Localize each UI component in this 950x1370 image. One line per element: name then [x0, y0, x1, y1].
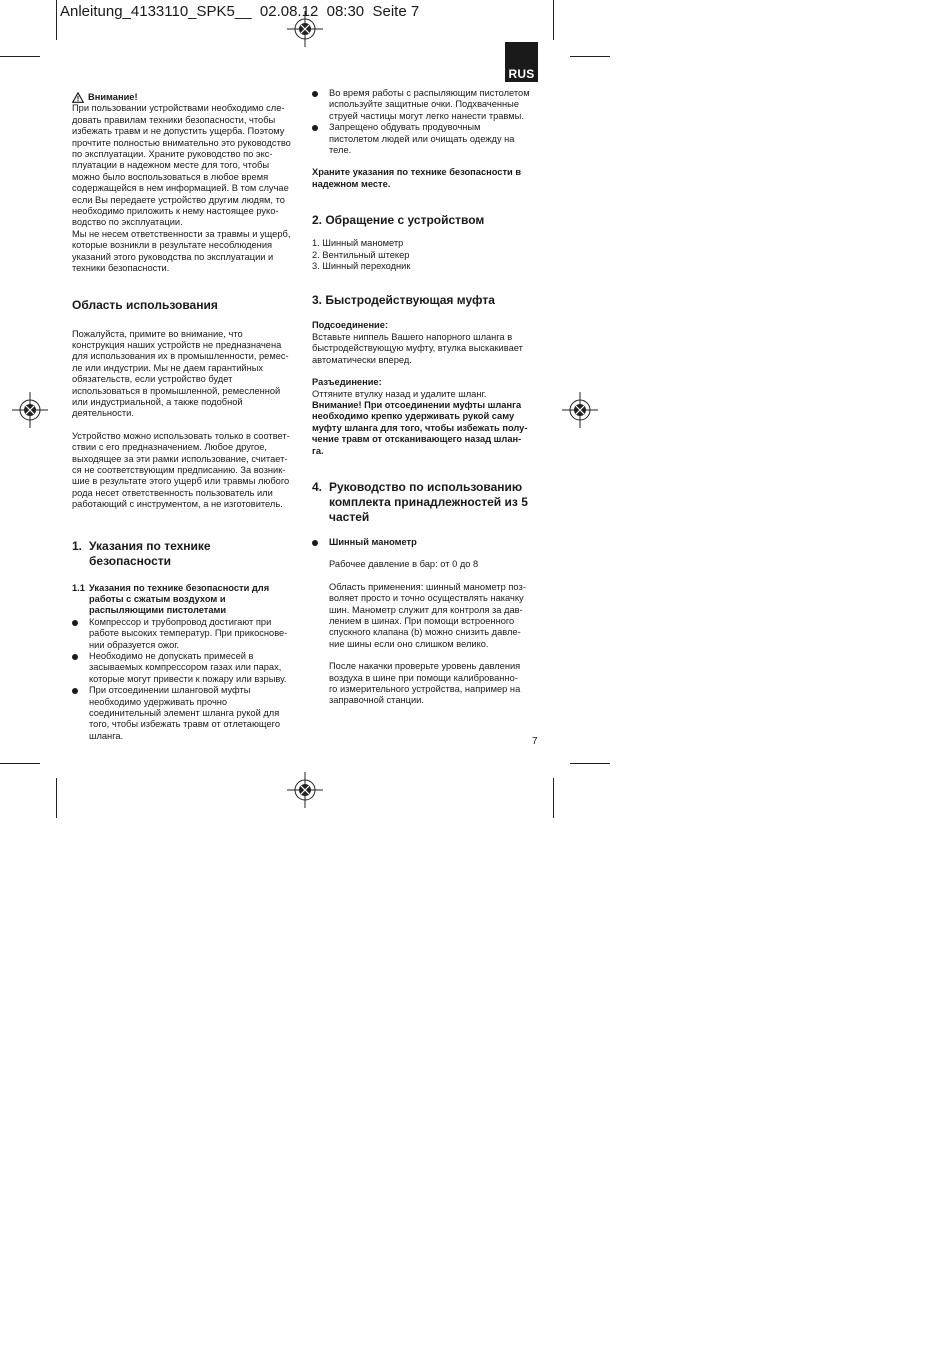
text-line: содержащейся в нем информацией. В том случае: [72, 183, 289, 194]
text-line: конструкция наших устройств не предназначена: [72, 339, 282, 350]
text-line: рода несет ответственность пользователь или: [72, 487, 273, 498]
text-line: Запрещено обдувать продувочным: [329, 122, 481, 133]
text-line: воздуха в шине при помощи калиброванно-: [329, 672, 518, 683]
registration-mark-icon: [562, 392, 598, 428]
heading-line: распыляющими пистолетами: [89, 605, 227, 616]
text-line: Внимание! При отсоединении муфты шланга: [312, 399, 522, 410]
text-line: использоваться в промышленной, ремесленной: [72, 385, 281, 396]
text-line: Во время работы с распыляющим пистолетом: [329, 88, 530, 98]
crop-mark: [0, 763, 40, 764]
text-line: При пользовании устройствами необходимо сле-: [72, 103, 285, 114]
text-line: Необходимо не допускать примесей в: [89, 651, 254, 662]
bullet-icon: [312, 125, 318, 131]
after-inflation-paragraph: [312, 661, 540, 707]
text-line: прочтите полностью внимательно это руководство: [72, 137, 291, 148]
text-line: Компрессор и трубопровод достигают при: [89, 616, 272, 627]
text-line: используйте защитные очки. Подхваченные: [329, 99, 520, 110]
right-column: [312, 88, 540, 707]
text-line: ствии с его предназначением. Любое другое,: [72, 442, 267, 453]
text-line: Пожалуйста, примите во внимание, что: [72, 328, 243, 339]
keep-instructions-note: [312, 167, 540, 190]
registration-mark-icon: [12, 392, 48, 428]
text-line: го измерительного устройства, например на: [329, 684, 521, 694]
text-line: соединительный элемент шланга рукой для: [89, 708, 280, 719]
section-2-heading: 2. Обращение с устройством: [312, 213, 485, 228]
bullet-icon: [72, 620, 78, 626]
text-line: Мы не несем ответственности за травмы и ущерб,: [72, 228, 291, 239]
list-item: [312, 122, 540, 156]
crop-mark: [553, 778, 554, 818]
list-item: 1. Шинный манометр: [312, 238, 404, 249]
text-line: необходимо крепко удерживать рукой саму: [312, 411, 515, 422]
working-pressure: Рабочее давление в бар: от 0 до 8: [329, 559, 479, 570]
text-line: При отсоединении шланговой муфты: [89, 685, 251, 696]
heading-line: Руководство по использованию: [329, 479, 523, 494]
connect-subheading: Подсоединение:: [312, 320, 389, 331]
text-line: которые могут привести к пожару или взрыву.: [89, 673, 287, 684]
section-number: 1.: [72, 538, 83, 553]
text-line: лением в шинах. При помощи встроенного: [329, 615, 515, 626]
text-line: необходимо удерживать прочно: [89, 696, 228, 707]
text-line: нии образуется ожог.: [89, 639, 180, 650]
disconnect-warning: [312, 400, 540, 457]
text-line: техники безопасности.: [72, 263, 170, 274]
text-line: засываемых компрессором газах или парах,: [89, 662, 282, 673]
text-line: плуатации в надежном месте для того, чтобы: [72, 160, 270, 171]
text-line: водство по эксплуатации.: [72, 217, 183, 228]
crop-mark: [570, 763, 610, 764]
section-number: 4.: [312, 479, 323, 494]
crop-mark: [553, 0, 554, 40]
registration-mark-icon: [287, 11, 323, 47]
warning-triangle-icon: [72, 92, 84, 103]
text-line: После накачки проверьте уровень давления: [329, 661, 521, 672]
disconnect-text: Оттяните втулку назад и удалите шланг.: [312, 388, 487, 399]
text-line: работающий с инструментом, а не изготовитель.: [72, 499, 283, 510]
text-line: пистолетом людей или очищать одежду на: [329, 133, 515, 144]
text-line: того, чтобы избежать травм от отлетающего: [89, 719, 281, 730]
area-paragraph-2: [72, 431, 300, 511]
text-line: струей частицы могут легко нанести травмы.: [329, 110, 524, 121]
section-1-heading: [72, 539, 300, 569]
connect-text: [312, 332, 540, 366]
text-line: можно было воспользоваться в любое время: [72, 171, 269, 182]
text-line: необходимо приложить к нему настоящее руко-: [72, 206, 279, 217]
text-line: Устройство можно использовать только в соответ-: [72, 430, 290, 441]
text-line: шин. Манометр служит для контроля за дав-: [329, 604, 523, 615]
text-line: деятельности.: [72, 408, 134, 419]
heading-line: работы с сжатым воздухом и: [89, 594, 226, 604]
crop-mark: [56, 0, 57, 40]
heading-line: Указания по технике: [89, 538, 211, 553]
text-line: избежать травм и не допустить ущерба. Поэтому: [72, 126, 285, 137]
gauge-list-item: [312, 537, 540, 548]
text-line: спускного клапана (b) можно снизить давле-: [329, 627, 521, 638]
text-line: автоматически вперед.: [312, 354, 412, 365]
crop-mark: [570, 56, 610, 57]
text-line: ние шины если оно слишком велико.: [329, 638, 489, 649]
text-line: заправочной станции.: [329, 695, 424, 706]
list-item: [312, 88, 540, 122]
text-line: указаний этого руководства по эксплуатации и: [72, 251, 274, 262]
list-item: [72, 651, 300, 685]
text-line: которые возникли в результате несоблюдения: [72, 240, 273, 251]
text-line: если Вы передаете устройство другим людям, то: [72, 194, 285, 205]
heading-line: безопасности: [89, 553, 172, 568]
area-paragraph-1: [72, 329, 300, 420]
text-line: по эксплуатации. Храните руководство по экс-: [72, 149, 273, 160]
text-line: воляет просто и точно осуществлять накачку: [329, 593, 524, 604]
heading-line: частей: [329, 509, 370, 524]
language-badge: RUS: [505, 42, 538, 82]
heading-line: Указания по технике безопасности для: [89, 582, 270, 593]
warning-heading: [72, 92, 300, 103]
text-line: работе высоких температур. При прикоснове-: [89, 628, 288, 639]
print-slug: Anleitung_4133110_SPK5__ 02.08.12 08:30 Seite 7: [60, 3, 420, 20]
text-line: теле.: [329, 145, 352, 156]
text-line: шие в результате этого ущерб или травмы любого: [72, 476, 290, 487]
disconnect-subheading: Разъединение:: [312, 377, 382, 388]
left-column: [72, 92, 300, 742]
text-line: ся не соответствующим предписанию. За возник-: [72, 464, 286, 475]
list-item: 2. Вентильный штекер: [312, 249, 410, 260]
text-line: ле или индустрии. Мы не даем гарантийных: [72, 362, 264, 373]
bullet-icon: [72, 688, 78, 694]
text-line: чение травм от отсканивающего назад шлан-: [312, 434, 522, 445]
text-line: Область применения: шинный манометр поз-: [329, 581, 526, 592]
device-parts-list: [312, 238, 540, 272]
gauge-title: Шинный манометр: [329, 536, 417, 547]
bullet-icon: [312, 540, 318, 546]
warning-text: [72, 103, 300, 274]
text-line: для использования их в промышленности, ремес-: [72, 351, 289, 362]
list-item: [72, 617, 300, 651]
text-line: обязательств, если устройство будет: [72, 374, 233, 385]
text-line: муфту шланга для того, чтобы избежать полу-: [312, 422, 528, 433]
bullet-icon: [72, 654, 78, 660]
text-line: Вставьте ниппель Вашего напорного шланга в: [312, 331, 513, 342]
text-line: довать правилам техники безопасности, чтобы: [72, 114, 276, 125]
registration-mark-icon: [287, 772, 323, 808]
crop-mark: [0, 56, 40, 57]
list-item: 3. Шинный переходник: [312, 261, 411, 272]
subsection-1-1-heading: [72, 583, 300, 617]
text-line: га.: [312, 445, 324, 456]
page-number: 7: [532, 736, 538, 747]
list-item: [72, 685, 300, 742]
text-line: быстродействующую муфту, втулка выскакивает: [312, 343, 523, 354]
bullet-icon: [312, 91, 318, 97]
text-line: шланга.: [89, 730, 124, 741]
usage-paragraph: [312, 582, 540, 650]
heading-line: комплекта принадлежностей из 5: [329, 494, 528, 509]
area-heading: Область использования: [72, 297, 218, 312]
section-4-heading: [312, 480, 540, 525]
subsection-number: 1.1: [72, 582, 85, 593]
text-line: Храните указания по технике безопасности в: [312, 167, 522, 178]
warning-title: Внимание!: [88, 92, 138, 102]
text-line: или индустриальной, а также подобной: [72, 396, 243, 407]
text-line: надежном месте.: [312, 178, 391, 189]
section-3-heading: 3. Быстродействующая муфта: [312, 293, 495, 308]
crop-mark: [56, 778, 57, 818]
text-line: выходящее за эти рамки использование, считает-: [72, 453, 288, 464]
